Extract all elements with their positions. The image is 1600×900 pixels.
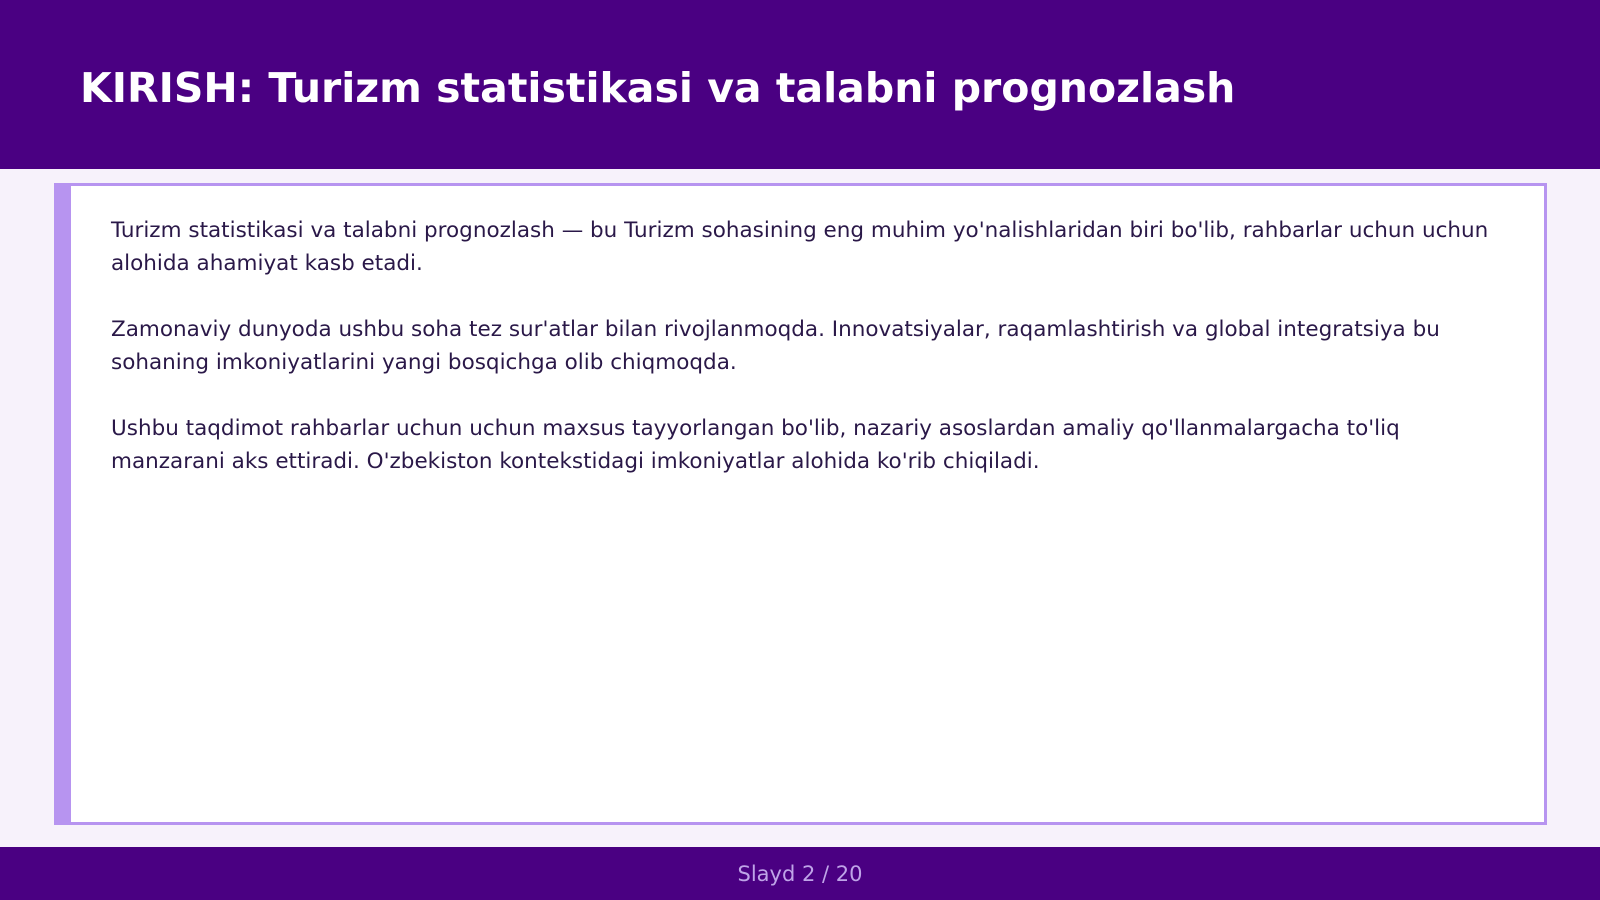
content-card [54,183,1547,825]
paragraph-modern-world: Zamonaviy dunyoda ushbu soha tez sur'atlar bilan rivojlanmoqda. Innovatsiyalar, raqamlashtirish va global integratsiya bu sohaning imkoniyatlarini yangi bosqichga olib chiqmoqda. [111,317,1440,375]
slide-counter: Slayd 2 / 20 [737,862,863,886]
slide-header [0,0,1600,169]
slide-footer [0,847,1600,900]
content-paragraphs [111,214,1496,511]
paragraph-intro: Turizm statistikasi va talabni prognozlash — bu Turizm sohasining eng muhim yo'nalishlaridan biri bo'lib, rahbarlar uchun uchun alohida ahamiyat kasb etadi. [111,218,1489,276]
paragraph-presentation-purpose: Ushbu taqdimot rahbarlar uchun uchun maxsus tayyorlangan bo'lib, nazariy asoslardan amaliy qo'llanmalargacha to'liq manzarani aks ettiradi. O'zbekiston kontekstidagi imkoniyatlar alohida ko'rib chiqiladi. [111,416,1400,474]
slide-title: KIRISH: Turizm statistikasi va talabni prognozlash [80,64,1236,112]
